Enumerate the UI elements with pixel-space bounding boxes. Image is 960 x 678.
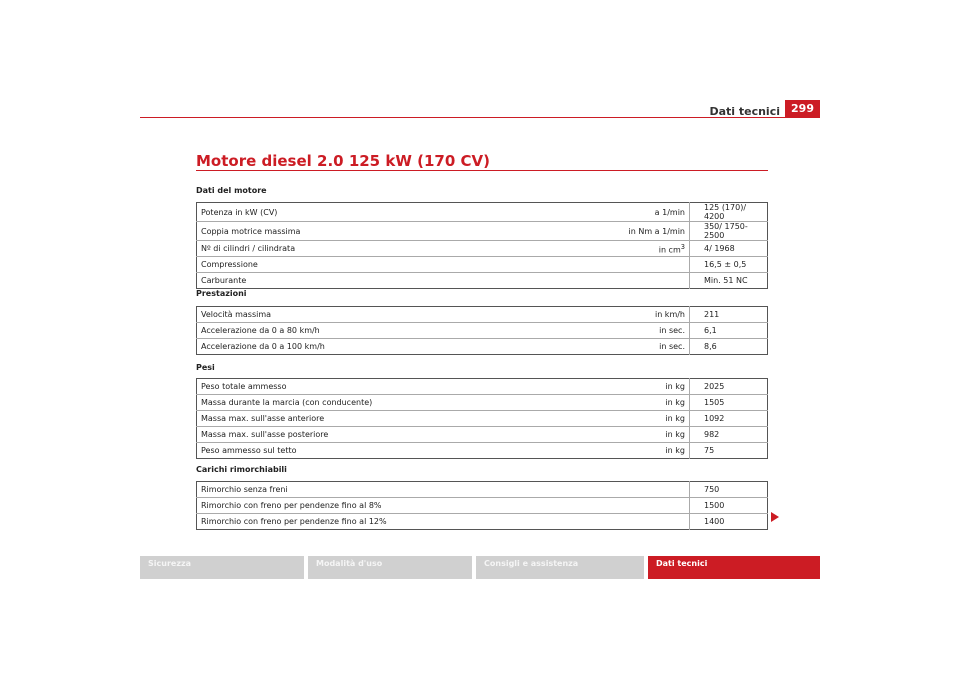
row-unit: in km/h [405, 307, 690, 323]
table-row [197, 307, 768, 323]
row-unit: in kg [405, 379, 690, 395]
row-label: Velocità massima [197, 307, 406, 323]
row-label: Massa max. sull'asse anteriore [197, 411, 406, 427]
triangle-right-icon[interactable] [771, 512, 779, 522]
row-unit-cm3 [405, 241, 690, 257]
table-prestazioni [196, 306, 768, 355]
row-unit: in Nm a 1/min [405, 222, 690, 241]
table-carichi [196, 481, 768, 530]
table-row [197, 411, 768, 427]
row-label: Coppia motrice massima [197, 222, 406, 241]
row-value: 16,5 ± 0,5 [690, 257, 768, 273]
table-row [197, 241, 768, 257]
row-label: Massa max. sull'asse posteriore [197, 427, 406, 443]
row-value: 350/ 1750-2500 [690, 222, 768, 241]
row-value: 8,6 [704, 342, 717, 351]
section-heading-motore: Dati del motore [196, 186, 267, 195]
row-value: 75 [704, 446, 715, 455]
row-value: 750 [690, 482, 768, 498]
title-rule [196, 170, 768, 171]
row-unit: in cm [658, 245, 681, 255]
row-label: Rimorchio con freno per pendenze fino al 8% [197, 498, 406, 514]
row-unit [405, 482, 690, 498]
row-label: Potenza in kW (CV) [197, 203, 406, 222]
table-motore [196, 202, 768, 289]
footer-tab-dati-tecnici[interactable]: Dati tecnici [648, 556, 820, 579]
row-label: Rimorchio senza freni [197, 482, 406, 498]
footer-tab-sicurezza[interactable]: Sicurezza [140, 556, 304, 579]
row-unit: in kg [405, 411, 690, 427]
row-value: 1092 [690, 411, 768, 427]
row-label: Rimorchio con freno per pendenze fino al 12% [201, 517, 387, 526]
row-value: 4/ 1968 [690, 241, 768, 257]
row-label: Peso totale ammesso [197, 379, 406, 395]
table-row [197, 339, 768, 355]
row-value: 211 [690, 307, 768, 323]
row-unit: in sec. [405, 323, 690, 339]
page-number: 299 [785, 100, 820, 118]
table-row [197, 203, 768, 222]
row-label: Massa durante la marcia (con conducente) [197, 395, 406, 411]
row-label: Accelerazione da 0 a 80 km/h [197, 323, 406, 339]
footer-tab-modalita[interactable]: Modalità d'uso [308, 556, 472, 579]
row-unit: a 1/min [405, 203, 690, 222]
table-row [197, 379, 768, 395]
table-row [197, 514, 768, 530]
row-value: 2025 [690, 379, 768, 395]
section-heading-carichi: Carichi rimorchiabili [196, 465, 287, 474]
table-row [197, 273, 768, 289]
table-row [197, 427, 768, 443]
row-unit [405, 498, 690, 514]
row-unit [405, 514, 690, 530]
header-section-title: Dati tecnici [709, 105, 780, 118]
table-row [197, 222, 768, 241]
row-unit: in sec. [405, 339, 690, 355]
table-row [197, 443, 768, 459]
section-heading-prestazioni: Prestazioni [196, 289, 247, 298]
row-label: Compressione [197, 257, 406, 273]
table-pesi [196, 378, 768, 459]
row-label: Nº di cilindri / cilindrata [197, 241, 406, 257]
table-row [197, 257, 768, 273]
page-title: Motore diesel 2.0 125 kW (170 CV) [196, 152, 490, 170]
table-row [197, 323, 768, 339]
table-row [197, 395, 768, 411]
row-unit [405, 257, 690, 273]
section-heading-pesi: Pesi [196, 363, 215, 372]
row-unit-superscript: 3 [680, 242, 685, 251]
row-value: 1500 [690, 498, 768, 514]
row-unit: in kg [405, 395, 690, 411]
table-row [197, 498, 768, 514]
row-label: Accelerazione da 0 a 100 km/h [201, 342, 325, 351]
row-value: 1400 [704, 517, 725, 526]
row-value: 1505 [690, 395, 768, 411]
row-value: 125 (170)/ 4200 [690, 203, 768, 222]
row-value: 6,1 [690, 323, 768, 339]
row-value: Min. 51 NC [704, 276, 748, 285]
row-unit [405, 273, 690, 289]
footer-tab-consigli[interactable]: Consigli e assistenza [476, 556, 644, 579]
row-unit: in kg [405, 443, 690, 459]
row-label: Carburante [201, 276, 247, 285]
row-label: Peso ammesso sul tetto [201, 446, 297, 455]
table-row [197, 482, 768, 498]
row-value: 982 [690, 427, 768, 443]
row-unit: in kg [405, 427, 690, 443]
